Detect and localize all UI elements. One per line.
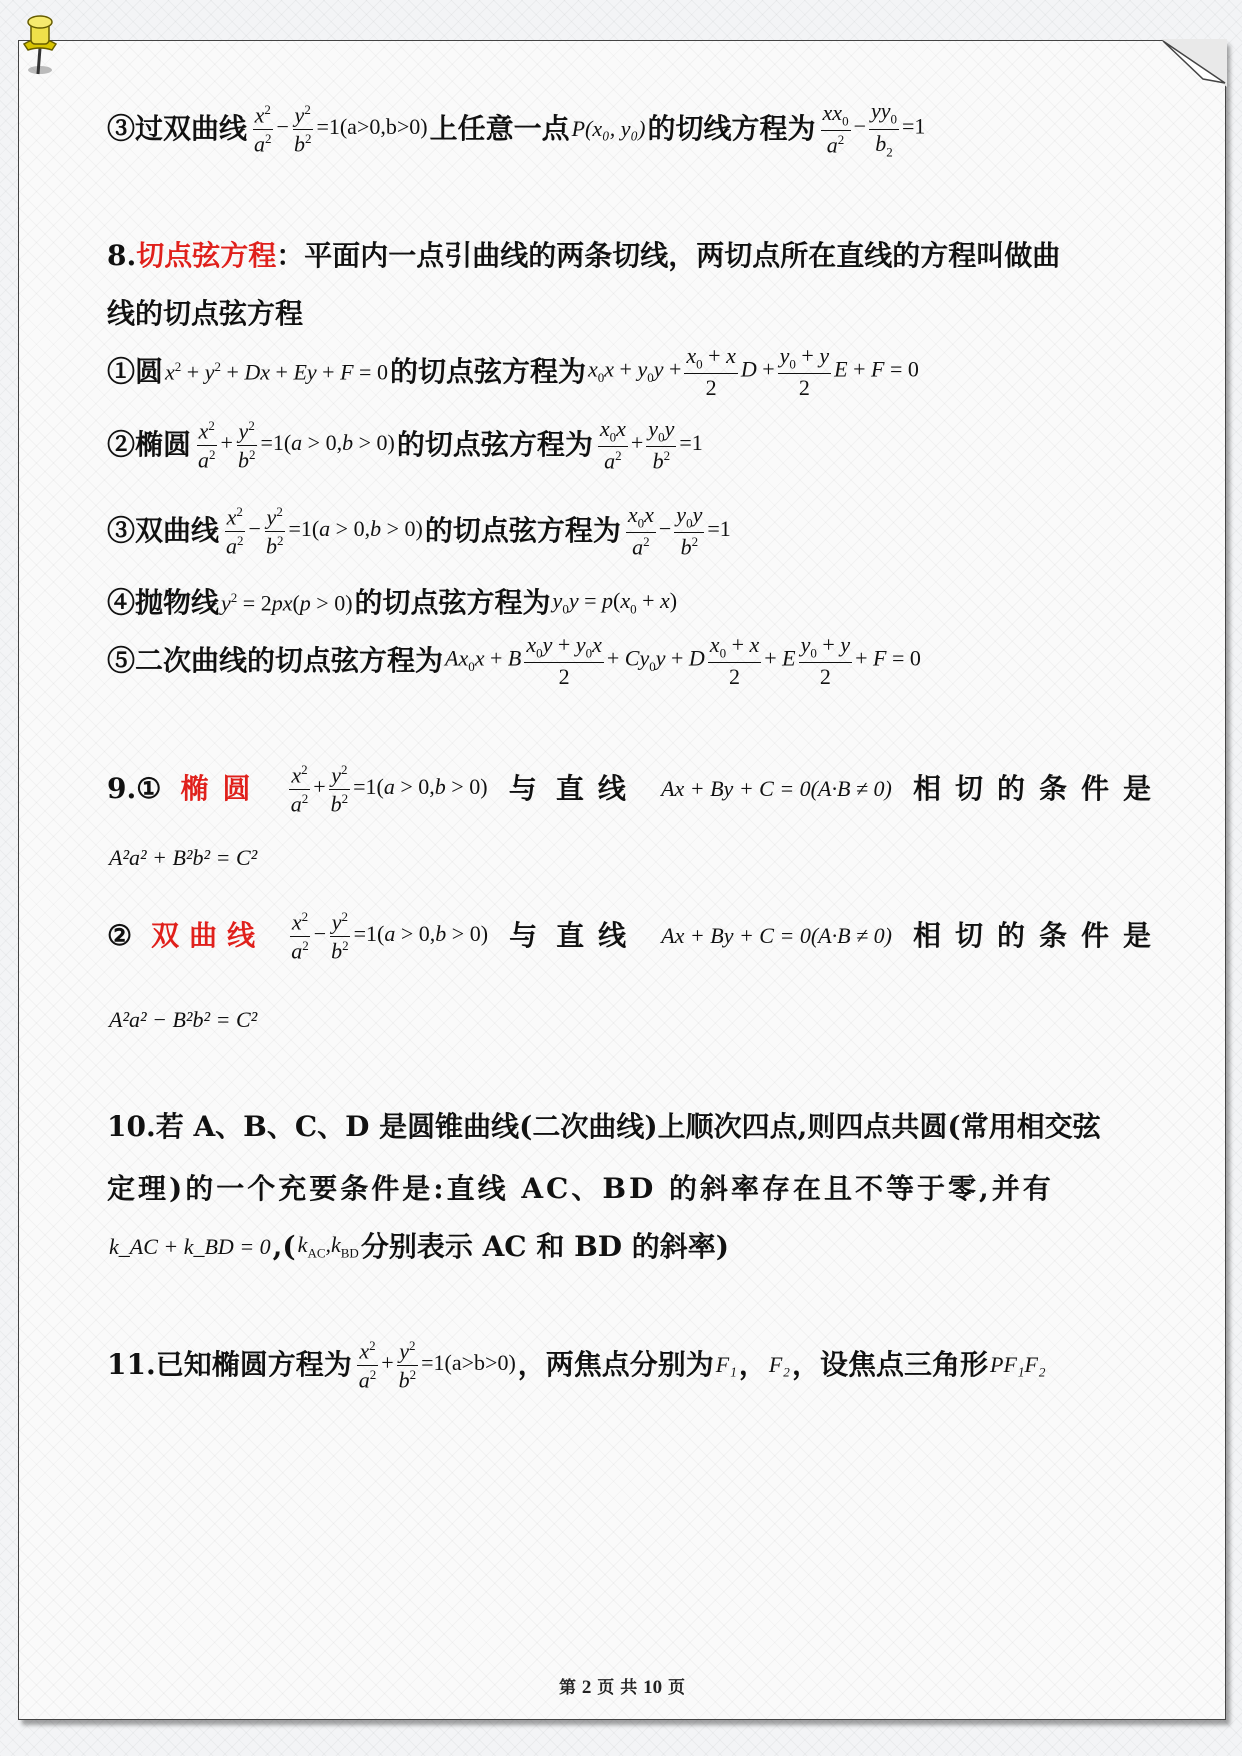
chord-conic: ⑤二次曲线的切点弦方程为 $Ax_0x + B$ $\frac{x_0y + y_0x}{2}$ + $Cy_0y + D$ $\frac{x_0 + x}{2}$ + E $\frac{y_0 + y}{2}$ + F = 0 [107, 632, 921, 690]
line-equation: Ax + By + C = 0(A·B ≠ 0) [661, 923, 892, 948]
line-equation: Ax + By + C = 0(A·B ≠ 0) [661, 776, 892, 801]
section11: 11.已知椭圆方程为 $\frac{x^2}{a^2}$ + $\frac{y^2}{b^2}$ =1(a>b>0) ，两焦点分别为 F₁ ， F₂ ，设焦点三角形 PF₁F₂ [107, 1338, 1046, 1392]
section10-line3: k_AC + k_BD = 0 ,( $k_{AC},k_{BD}$ 分别表示 AC 和 BD 的斜率) [109, 1230, 730, 1263]
circle-chord-result: $x_0x + y_0y$ + $\frac{x_0 + x}{2}$ D + $\frac{y_0 + y}{2}$ E + F = 0 [587, 343, 919, 401]
hyperbola-equation: $\frac{x^2}{a^2}$ − $\frac{y^2}{b^2}$ =1(a > 0,b > 0) [226, 504, 423, 558]
section10-line2: 定理)的一个充要条件是:直线 AC、BD 的斜率存在且不等于零,并有 [107, 1172, 1054, 1205]
ellipse-tangent-condition: A²a² + B²b² = C² [109, 845, 258, 870]
section10-line1: 10.若 A、B、C、D 是圆锥曲线(二次曲线)上顺次四点,则四点共圆(常用相交弦 [107, 1110, 1101, 1143]
parabola-equation: $y^2 = 2px(p > 0)$ [221, 590, 353, 616]
circle-equation: $x^2 + y^2 + Dx + Ey + F = 0$ [165, 359, 388, 385]
hyperbola-tangent-line [107, 99, 1165, 159]
chord-circle: ①圆 $x^2 + y^2 + Dx + Ey + F = 0$ 的切点弦方程为 $x_0x + y_0y$ + $\frac{x_0 + x}{2}$ D + $\frac{y_0 + y}{2}$ E + F = 0 [107, 343, 919, 401]
tangent-result: $\frac{xx_0}{a^2}$ − $\frac{yy_0}{b_2}$ =1 [822, 98, 926, 159]
ellipse-equation: $\frac{x^2}{a^2}$ + $\frac{y^2}{b^2}$ =1(a > 0,b > 0) [198, 418, 395, 472]
pushpin-icon [14, 10, 66, 80]
chord-hyperbola: ③双曲线 $\frac{x^2}{a^2}$ − $\frac{y^2}{b^2}$ =1(a > 0,b > 0) 的切点弦方程为 $\frac{x_0x}{a^2}$ − $\frac{y_0y}{b^2}$ =1 [107, 502, 731, 560]
hyperbola-equation: $\frac{x^2}{a^2}$ − $\frac{y^2}{b^2}$ =1(a > 0,b > 0) [291, 909, 489, 963]
hyperbola-tangent-condition: A²a² − B²b² = C² [109, 1007, 258, 1032]
section8-heading: 8. 切点弦方程 ：平面内一点引曲线的两条切线，两切点所在直线的方程叫做曲 [107, 239, 1061, 272]
chord-parabola: ④抛物线 $y^2 = 2px(p > 0)$ 的切点弦方程为 $y_0y = p(x_0 + x)$ [107, 586, 678, 619]
page-curl-icon [1161, 39, 1227, 87]
section9-ellipse: 9.① 椭圆 $\frac{x^2}{a^2}$ + $\frac{y^2}{b^2}$ =1(a > 0,b > 0) 与 直线 Ax + By + C = 0(A·B ≠ 0) 相切的条件是 [107, 762, 1165, 816]
section8-text: 线的切点弦方程 [107, 297, 304, 330]
ellipse-equation: $\frac{x^2}{a^2}$ + $\frac{y^2}{b^2}$ =1(a>b>0) [358, 1338, 516, 1392]
item-text: 的切线方程为 [647, 112, 816, 145]
ellipse-chord-result: $\frac{x_0x}{a^2}$ + $\frac{y_0y}{b^2}$ =1 [599, 416, 703, 474]
section9-hyperbola: ② 双曲线 $\frac{x^2}{a^2}$ − $\frac{y^2}{b^2}$ =1(a > 0,b > 0) 与 直线 Ax + By + C = 0(A·B ≠ 0) 相切的条件是 [107, 909, 1165, 963]
hyperbola-equation: $\frac{x^2}{a^2}$ − $\frac{y^2}{b^2}$ =1(a>0,b>0) [254, 102, 428, 156]
hyperbola-chord-result: $\frac{x_0x}{a^2}$ − $\frac{y_0y}{b^2}$ =1 [627, 502, 731, 560]
point-p: P(x₀, y₀) [571, 116, 646, 141]
item-text: ③过双曲线 [107, 112, 248, 145]
ellipse-label: 椭圆 [180, 772, 265, 805]
conic-chord-result: $Ax_0x + B$ $\frac{x_0y + y_0x}{2}$ + $Cy_0y + D$ $\frac{x_0 + x}{2}$ + E $\frac{y_0 + y}{2}$ + F = 0 [445, 632, 921, 690]
hyperbola-label: 双曲线 [151, 919, 266, 952]
document-page [18, 40, 1226, 1720]
section8-title: 切点弦方程 [136, 239, 277, 272]
ellipse-equation: $\frac{x^2}{a^2}$ + $\frac{y^2}{b^2}$ =1(a > 0,b > 0) [290, 762, 488, 816]
page-footer: 第 2 页 共 10 页 [558, 1677, 686, 1698]
item-text: 上任意一点 [429, 112, 570, 145]
chord-ellipse: ②椭圆 $\frac{x^2}{a^2}$ + $\frac{y^2}{b^2}$ =1(a > 0,b > 0) 的切点弦方程为 $\frac{x_0x}{a^2}$ + $\frac{y_0y}{b^2}$ =1 [107, 416, 703, 474]
parabola-chord-result: $y_0y = p(x_0 + x)$ [552, 588, 678, 617]
